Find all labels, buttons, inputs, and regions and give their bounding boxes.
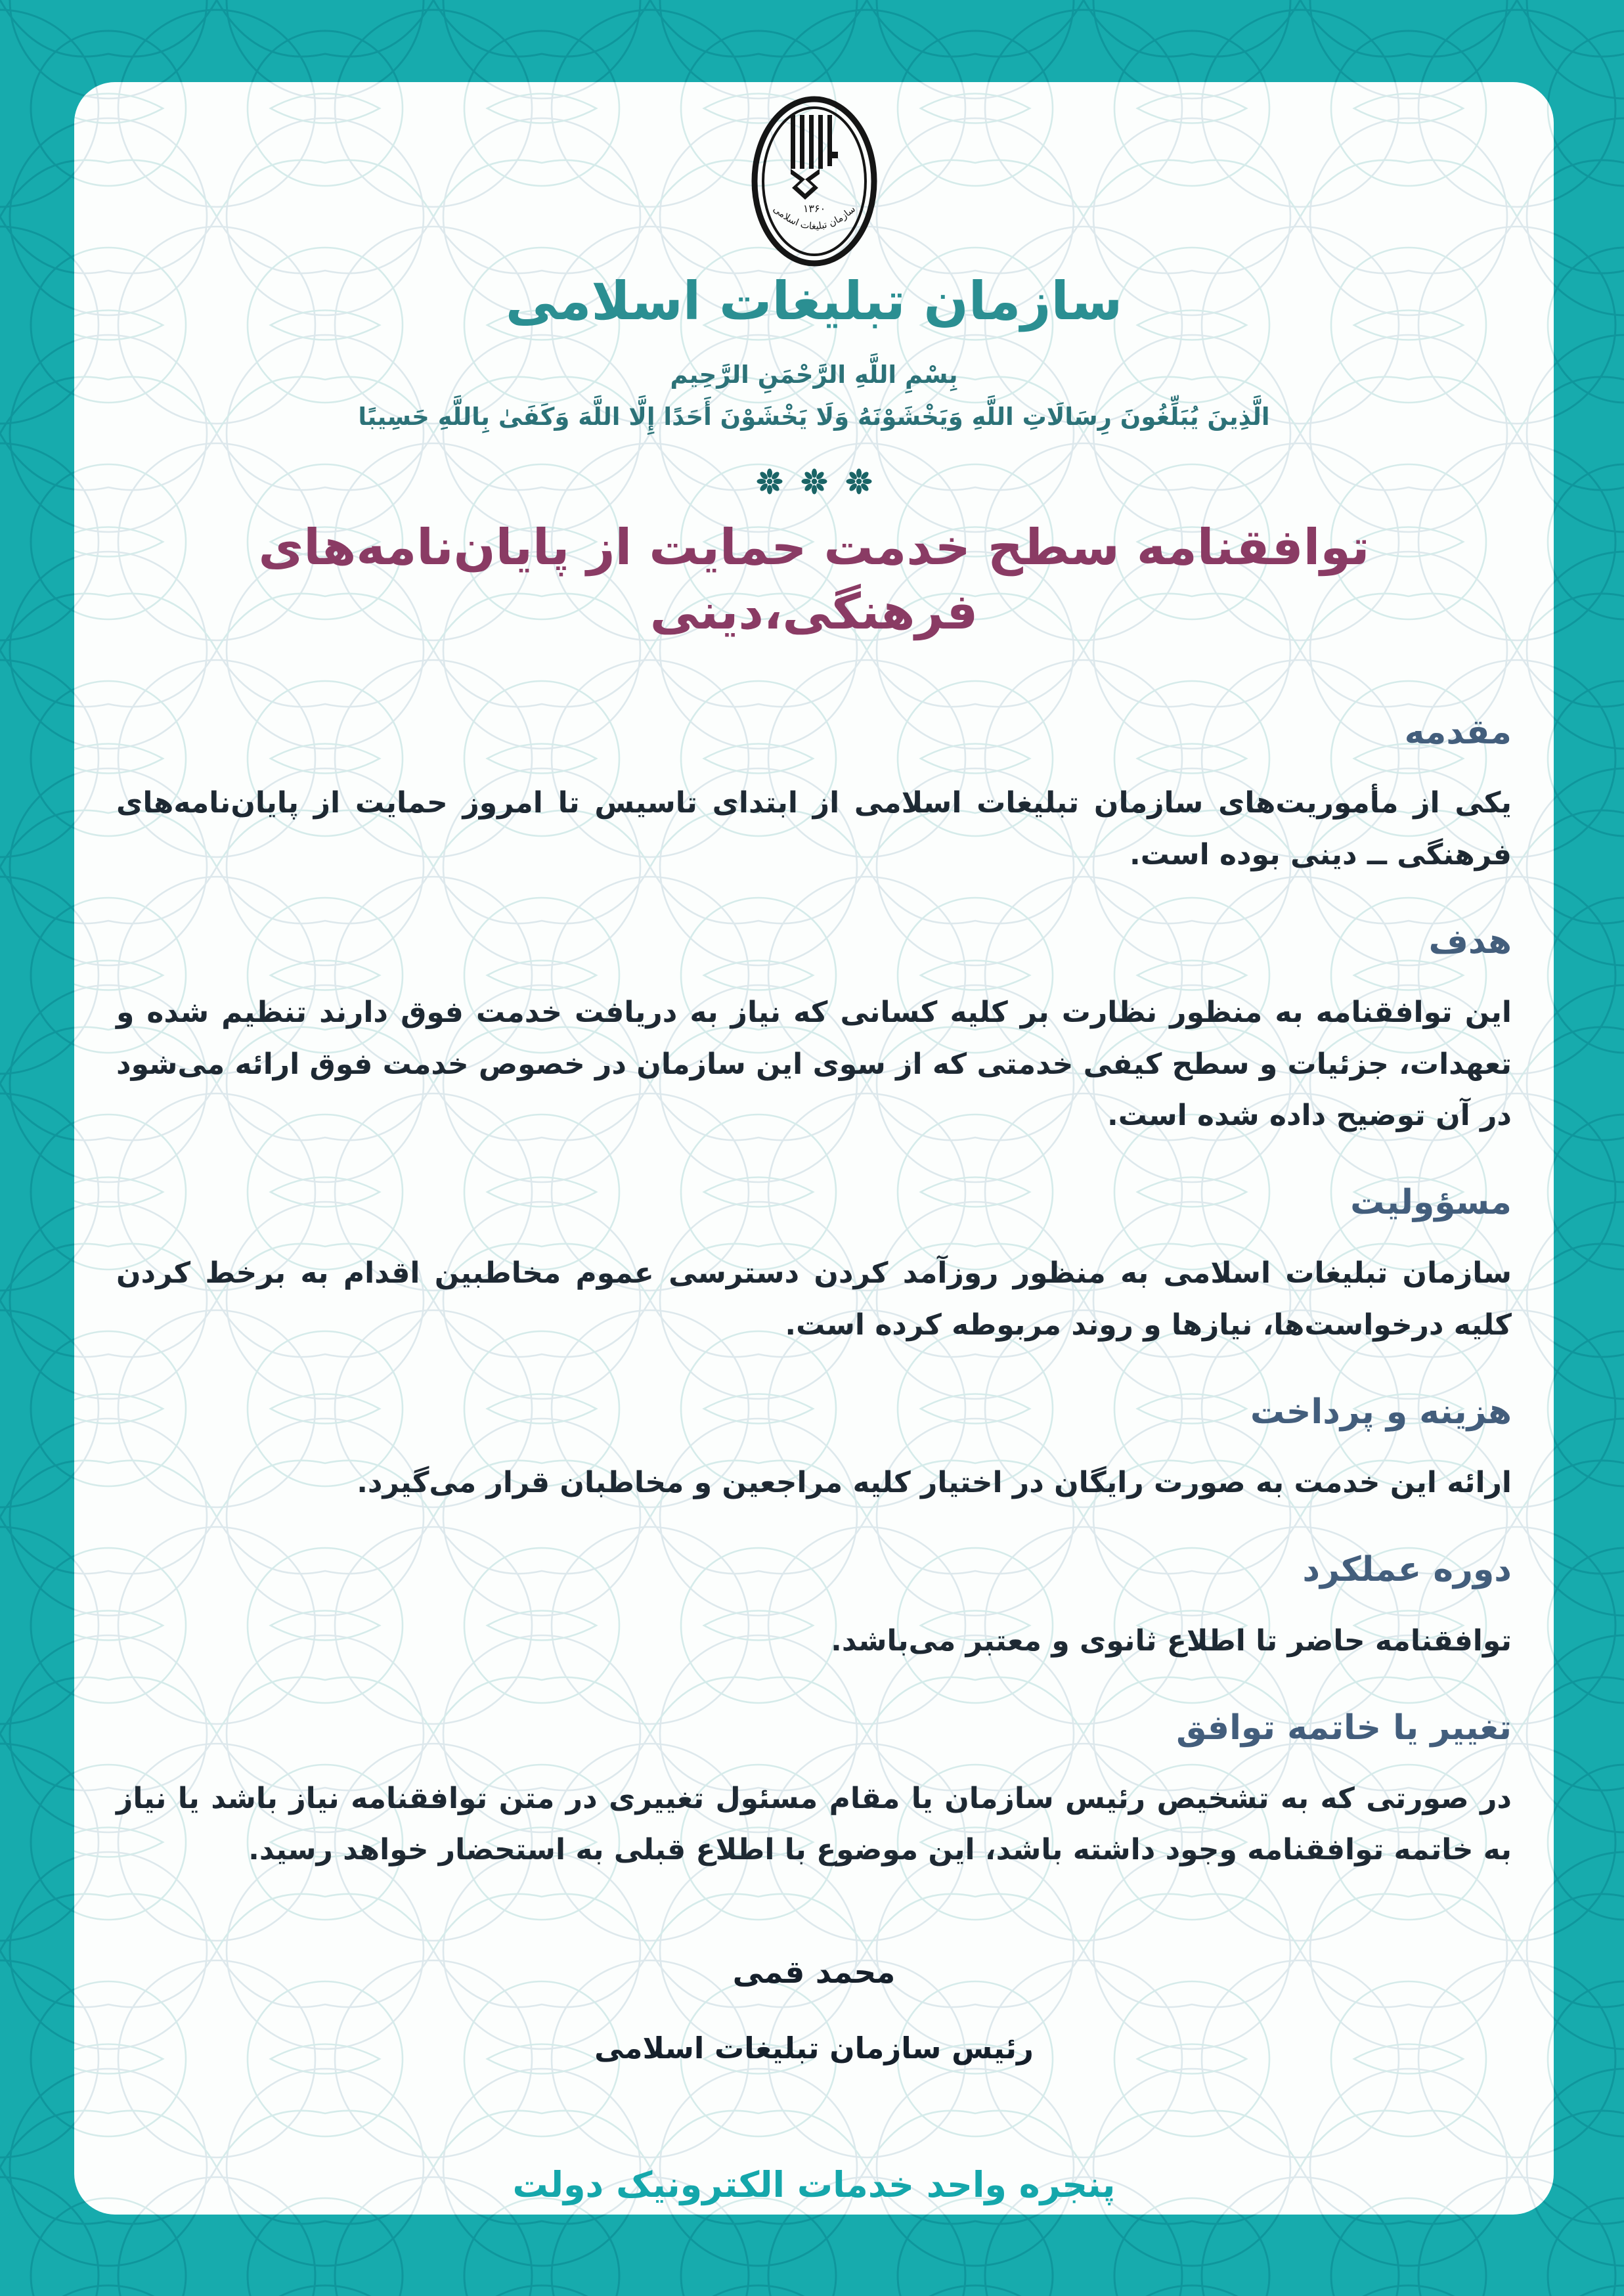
signature-block xyxy=(116,1953,1512,2068)
section-heading: تغییر یا خاتمه توافق xyxy=(1176,1708,1512,1748)
sections xyxy=(116,709,1512,1876)
organization-emblem-icon xyxy=(750,95,879,267)
bismillah-text: بِسْمِ اللَّهِ الرَّحْمَنِ الرَّحِيم xyxy=(670,361,958,389)
section-change-termination xyxy=(116,1705,1512,1876)
section-responsibility xyxy=(116,1180,1512,1351)
section-purpose xyxy=(116,919,1512,1141)
section-heading: هزینه و پرداخت xyxy=(1250,1392,1512,1432)
section-body: ارائه این خدمت به صورت رایگان در اختیار کلیه مراجعین و مخاطبان قرار می‌گیرد. xyxy=(357,1466,1512,1500)
signature-role: رئیس سازمان تبلیغات اسلامی xyxy=(594,2030,1034,2065)
section-heading: هدف xyxy=(1428,922,1512,961)
section-introduction xyxy=(116,709,1512,881)
flower-separator-icon xyxy=(755,467,873,496)
section-body: توافقنامه حاضر تا اطلاع ثانوی و معتبر می‌باشد. xyxy=(831,1623,1512,1658)
section-body: در صورتی که به تشخیص رئیس سازمان یا مقام مسئول تغییری در متن توافقنامه نیاز باشد یا نیاز به خاتمه توافقنامه وجود داشته باشد، این موضوع با اطلاع قبلی به استحضار خواهد رسید. xyxy=(116,1782,1512,1867)
section-body: یکی از مأموریت‌های سازمان تبلیغات اسلامی از ابتدای تاسیس تا امروز حمایت از پایان‌نامه‌های فرهنگی ــ دینی بوده است. xyxy=(116,786,1512,872)
emblem-org-text: سازمان تبلیغات اسلامی xyxy=(770,204,858,232)
separator-flowers xyxy=(116,467,1512,496)
emblem-year: ۱۳۶۰ xyxy=(802,202,825,215)
section-heading: مسؤولیت xyxy=(1350,1183,1512,1223)
section-performance-period xyxy=(116,1547,1512,1667)
footer-text: پنجره واحد خدمات الکترونیک دولت xyxy=(512,2164,1116,2206)
section-body: این توافقنامه به منظور نظارت بر کلیه کسانی که نیاز به دریافت خدمت فوق دارند تنظیم شده و تعهدات، جزئیات و سطح کیفی خدمتی که از سوی این سازمان در خصوص خدمت فوق ارائه می‌شود در آن توضیح داده شده است. xyxy=(116,996,1512,1132)
allah-kufic-motif xyxy=(791,115,838,200)
section-heading: مقدمه xyxy=(1404,713,1512,753)
document-title: توافقنامه سطح خدمت حمایت از پایان‌نامه‌های فرهنگی،دینی xyxy=(258,518,1370,640)
document-content xyxy=(74,82,1554,2215)
section-cost-payment xyxy=(116,1389,1512,1509)
organization-emblem xyxy=(116,95,1512,267)
signature-name: محمد قمی xyxy=(732,1954,896,1991)
quran-verse: الَّذِينَ يُبَلِّغُونَ رِسَالَاتِ اللَّهِ وَيَخْشَوْنَهُ وَلَا يَخْشَوْنَ أَحَدًا إِلَّا اللَّهَ وَكَفَىٰ بِاللَّهِ حَسِيبًا xyxy=(358,403,1270,431)
organization-calligraphy: سازمان تبلیغات اسلامی xyxy=(505,271,1123,332)
section-heading: دوره عملکرد xyxy=(1302,1550,1512,1590)
section-body: سازمان تبلیغات اسلامی به منظور روزآمد کردن دسترسی عموم مخاطبین اقدام به برخط کردن کلیه درخواست‌ها، نیازها و روند مربوطه کرده است. xyxy=(116,1256,1512,1342)
